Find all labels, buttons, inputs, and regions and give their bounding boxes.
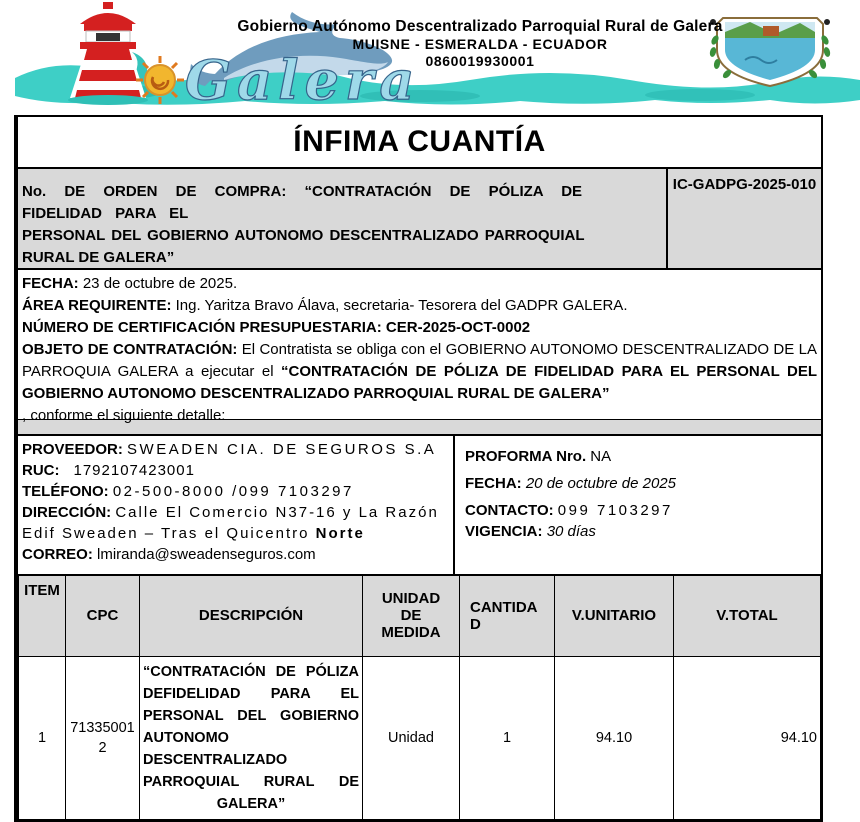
direccion-label: DIRECCIÓN:	[22, 504, 112, 521]
col-header-descripcion: DESCRIPCIÓN	[140, 575, 363, 656]
proforma-vigencia-line	[465, 521, 821, 542]
order-line: FIDELIDAD PARA EL	[22, 205, 189, 222]
proveedor-label: PROVEEDOR:	[22, 441, 123, 458]
area-label: ÁREA REQUIRENTE:	[22, 297, 172, 314]
details-block	[18, 268, 821, 424]
proveedor-value: SWEADEN CIA. DE SEGUROS S.A	[127, 441, 437, 458]
order-number-cell	[18, 169, 668, 268]
logo-script-text: Galera	[185, 48, 421, 112]
table-row	[19, 656, 821, 819]
cantidad-cell: 1	[460, 656, 555, 819]
fecha-value: 23 de octubre de 2025.	[78, 275, 238, 292]
ruc-label: RUC:	[22, 462, 60, 479]
provider-correo-line	[22, 544, 451, 565]
col-header-vunitario: V.UNITARIO	[555, 575, 674, 656]
area-value: Ing. Yaritza Bravo Álava, secretaria- Tesorera del GADPR GALERA.	[171, 297, 628, 314]
contacto-value: 099 7103297	[557, 502, 673, 519]
vunitario-cell: 94.10	[555, 656, 674, 819]
provider-telefono-line	[22, 481, 451, 502]
document-title-row	[18, 117, 821, 167]
proforma-label: PROFORMA Nro.	[465, 448, 587, 465]
org-ruc: 0860019930001	[425, 52, 535, 69]
direccion-bold-value: Norte	[315, 525, 365, 542]
page-title: ÍNFIMA CUANTÍA	[293, 125, 546, 158]
vigencia-value: 30 días	[546, 523, 596, 540]
org-header-text	[230, 18, 730, 69]
conforme-text: , conforme el siguiente detalle:	[22, 407, 226, 424]
org-name: Gobierno Autónomo Descentralizado Parroquial Rural de Galera	[237, 18, 723, 35]
col-header-item: ITEM	[19, 575, 66, 656]
order-line: PERSONAL DEL GOBIERNO AUTONOMO DESCENTRALIZADO PARROQUIAL	[22, 227, 585, 244]
provider-cell	[18, 436, 455, 574]
correo-label: CORREO:	[22, 546, 93, 563]
letterhead	[0, 0, 860, 113]
order-code-cell	[668, 169, 821, 268]
descripcion-cell: “CONTRATACIÓN DE PÓLIZA DEFIDELIDAD PARA EL PERSONAL DEL GOBIERNO AUTONOMO DESCENTRALIZADO PARROQUIAL RURAL DE GALERA”	[140, 656, 363, 819]
document-frame	[14, 115, 823, 822]
proforma-contacto-line	[465, 500, 821, 521]
objeto-label: OBJETO DE CONTRATACIÓN:	[22, 341, 238, 358]
detail-fecha	[22, 273, 817, 295]
unidad-cell: Unidad	[363, 656, 460, 819]
cert-label: NÚMERO DE CERTIFICACIÓN PRESUPUESTARIA:	[22, 319, 382, 336]
col-header-unidad: UNIDAD DE MEDIDA	[363, 575, 460, 656]
col-header-cantidad: CANTIDAD	[460, 575, 555, 656]
vigencia-label: VIGENCIA:	[465, 523, 543, 540]
provider-name-line	[22, 439, 451, 460]
order-line: RURAL DE GALERA”	[22, 249, 175, 266]
order-row	[18, 167, 821, 268]
order-code: IC-GADPG-2025-010	[672, 176, 817, 193]
provider-section	[18, 434, 821, 574]
provider-direccion-line	[22, 502, 451, 544]
item-cell: 1	[19, 656, 66, 819]
correo-value: lmiranda@sweadenseguros.com	[97, 546, 316, 563]
col-header-cpc: CPC	[66, 575, 140, 656]
objeto-value: El Contratista se obliga con el GOBIERNO AUTONOMO DESCENTRALIZADO DE LA PARROQUIA GALERA a ejecutar el	[22, 341, 817, 380]
contacto-label: CONTACTO:	[465, 502, 554, 519]
fecha-label: FECHA:	[22, 275, 79, 292]
ruc-value: 1792107423001	[73, 462, 195, 479]
proforma-nro-line	[465, 446, 821, 467]
lighthouse-icon	[68, 2, 148, 105]
proforma-fecha-label: FECHA:	[465, 475, 522, 492]
telefono-value: 02-500-8000 /099 7103297	[112, 483, 354, 500]
proforma-fecha-line	[465, 473, 821, 494]
detail-objeto	[22, 339, 817, 405]
items-table-header-row	[19, 575, 821, 656]
proforma-fecha-value: 20 de octubre de 2025	[525, 475, 676, 492]
detail-area	[22, 295, 817, 317]
direccion-value: Calle El Comercio N37-16 y La Razón Edif Sweaden – Tras el Quicentro	[22, 504, 439, 542]
proforma-cell	[455, 436, 821, 574]
col-header-vtotal: V.TOTAL	[674, 575, 821, 656]
order-line: No. DE ORDEN DE COMPRA: “CONTRATACIÓN DE PÓLIZA DE	[22, 183, 583, 200]
vtotal-cell: 94.10	[674, 656, 821, 819]
objeto-bold-value: “CONTRATACIÓN DE PÓLIZA DE FIDELIDAD PARA EL PERSONAL DEL GOBIERNO AUTONOMO DESCENTRALIZADO PARROQUIAL RURAL DE GALERA”	[22, 363, 817, 402]
telefono-label: TELÉFONO:	[22, 483, 109, 500]
cpc-cell: 713350012	[66, 656, 140, 819]
detail-certificacion	[22, 317, 817, 339]
org-location: MUISNE - ESMERALDA - ECUADOR	[352, 36, 608, 53]
cert-value: CER-2025-OCT-0002	[381, 319, 531, 336]
proforma-value: NA	[590, 448, 612, 465]
items-table	[18, 574, 821, 820]
provider-ruc-line	[22, 460, 451, 481]
